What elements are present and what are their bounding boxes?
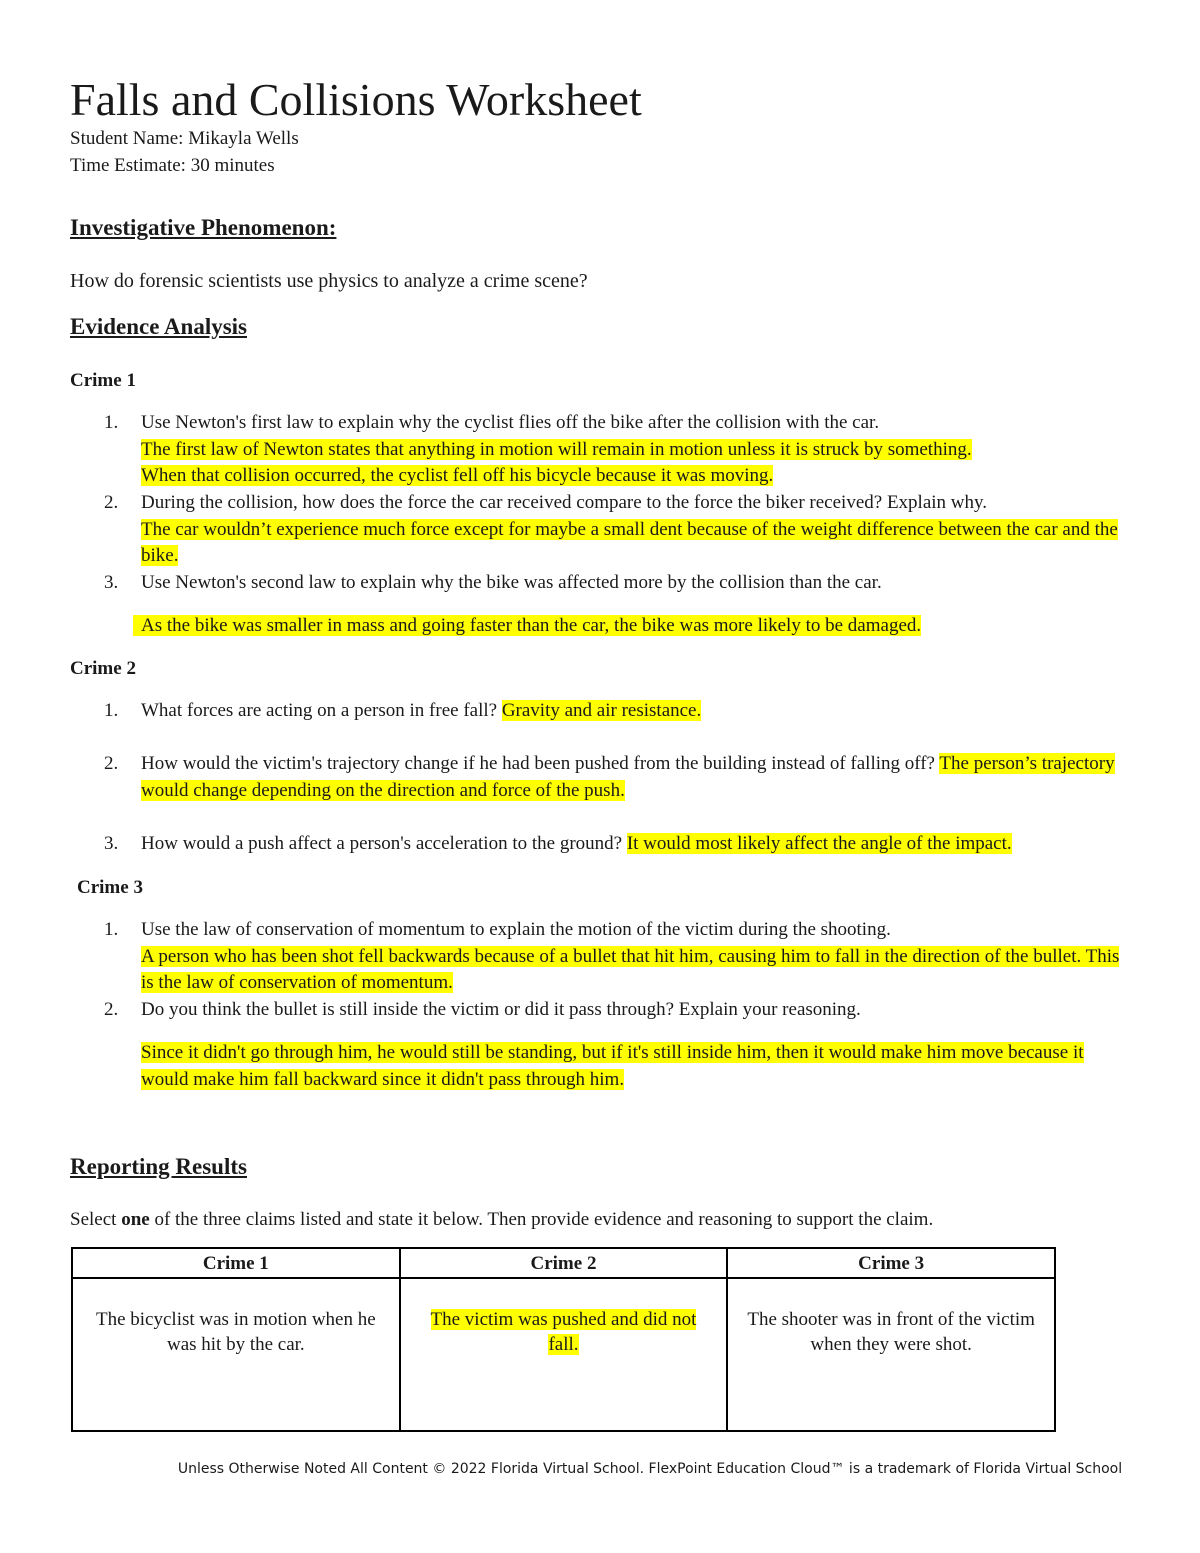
answer-text: A person who has been shot fell backwards because of a bullet that hit him, causing him to fall in the direction of the bullet. This is the law of conservation of momentum. (141, 945, 1120, 993)
crime1-label: Crime 1 (70, 370, 136, 391)
answer-text: The first law of Newton states that anything in motion will remain in motion unless it is struck by something. (141, 438, 972, 460)
page-footer: Unless Otherwise Noted All Content © 2022 Florida Virtual School. FlexPoint Education Cloud™ is a trademark of Florida Virtual School (177, 1461, 1123, 1477)
claim-text-selected: The victim was pushed and did not fall. (430, 1309, 697, 1355)
answer-text: When that collision occurred, the cyclist fell off his bicycle because it was moving. (141, 465, 774, 486)
crime3-label: Crime 3 (77, 877, 143, 898)
crime3-question-1 (104, 917, 1134, 997)
question-text: Do you think the bullet is still inside the victim or did it pass through? Explain your reasoning. (141, 999, 861, 1020)
list-number: 1. (104, 412, 119, 433)
question-text: What forces are acting on a person in free fall? (141, 700, 498, 721)
claims-table (71, 1247, 1056, 1432)
list-number: 1. (104, 919, 119, 940)
table-header-crime-2: Crime 2 (400, 1248, 728, 1278)
crime3-answer-2 (141, 1040, 1131, 1093)
list-number: 3. (104, 833, 119, 854)
crime2-question-3 (104, 831, 1134, 858)
crime1-answer-3 (133, 613, 1123, 640)
answer-text: The car wouldn’t experience much force except for maybe a small dent because of the weight difference between the car and the bike. (141, 518, 1118, 566)
answer-text: As the bike was smaller in mass and going faster than the car, the bike was more likely to be damaged. (133, 615, 921, 636)
list-number: 2. (104, 999, 119, 1020)
claim-text: The bicyclist was in motion when he was hit by the car. (95, 1309, 376, 1355)
question-text: Use Newton's second law to explain why the bike was affected more by the collision than the car. (141, 572, 882, 593)
claim-cell-crime-1 (72, 1278, 400, 1431)
question-text: Use the law of conservation of momentum to explain the motion of the victim during the shooting. (141, 919, 891, 940)
investigative-heading: Investigative Phenomenon: (70, 215, 337, 240)
table-header-row (72, 1248, 1055, 1278)
answer-text: Since it didn't go through him, he would still be standing, but if it's still inside him, then it would make him move because it would make him fall backward since it didn't pass through him. (141, 1042, 1084, 1090)
evidence-heading: Evidence Analysis (70, 314, 248, 339)
crime2-label: Crime 2 (70, 658, 136, 679)
list-number: 3. (104, 572, 119, 593)
claim-cell-crime-3 (727, 1278, 1055, 1431)
question-text: How would a push affect a person's acceleration to the ground? (141, 833, 623, 854)
reporting-instruction: Select one of the three claims listed and state it below. Then provide evidence and reasoning to support the claim. (70, 1209, 934, 1230)
list-number: 2. (104, 753, 119, 774)
list-number: 1. (104, 700, 119, 721)
list-number: 2. (104, 492, 119, 513)
answer-text: It would most likely affect the angle of the impact. (626, 833, 1012, 854)
table-row (72, 1278, 1055, 1431)
table-header-crime-1: Crime 1 (72, 1248, 400, 1278)
crime2-question-1 (104, 698, 1134, 725)
investigative-question: How do forensic scientists use physics to analyze a crime scene? (70, 270, 588, 292)
claim-text: The shooter was in front of the victim when they were shot. (747, 1309, 1035, 1355)
reporting-heading: Reporting Results (70, 1154, 247, 1179)
question-text: During the collision, how does the force the car received compare to the force the biker received? Explain why. (141, 492, 988, 513)
time-estimate: Time Estimate: 30 minutes (70, 155, 275, 176)
crime2-question-2 (104, 751, 1134, 804)
page-title: Falls and Collisions Worksheet (70, 74, 642, 125)
table-header-crime-3: Crime 3 (727, 1248, 1055, 1278)
claim-cell-crime-2 (400, 1278, 728, 1431)
student-name: Student Name: Mikayla Wells (70, 128, 299, 149)
crime1-question-1 (104, 410, 1134, 490)
question-text: How would the victim's trajectory change if he had been pushed from the building instead of falling off? (141, 753, 935, 774)
crime1-question-3 (104, 570, 1134, 597)
answer-text: The person’s trajectory would change depending on the direction and force of the push. (141, 753, 1115, 801)
crime1-question-2 (104, 490, 1134, 570)
question-text: Use Newton's first law to explain why the cyclist flies off the bike after the collision with the car. (141, 412, 880, 433)
crime3-question-2 (104, 997, 1134, 1024)
answer-text: Gravity and air resistance. (501, 700, 702, 721)
